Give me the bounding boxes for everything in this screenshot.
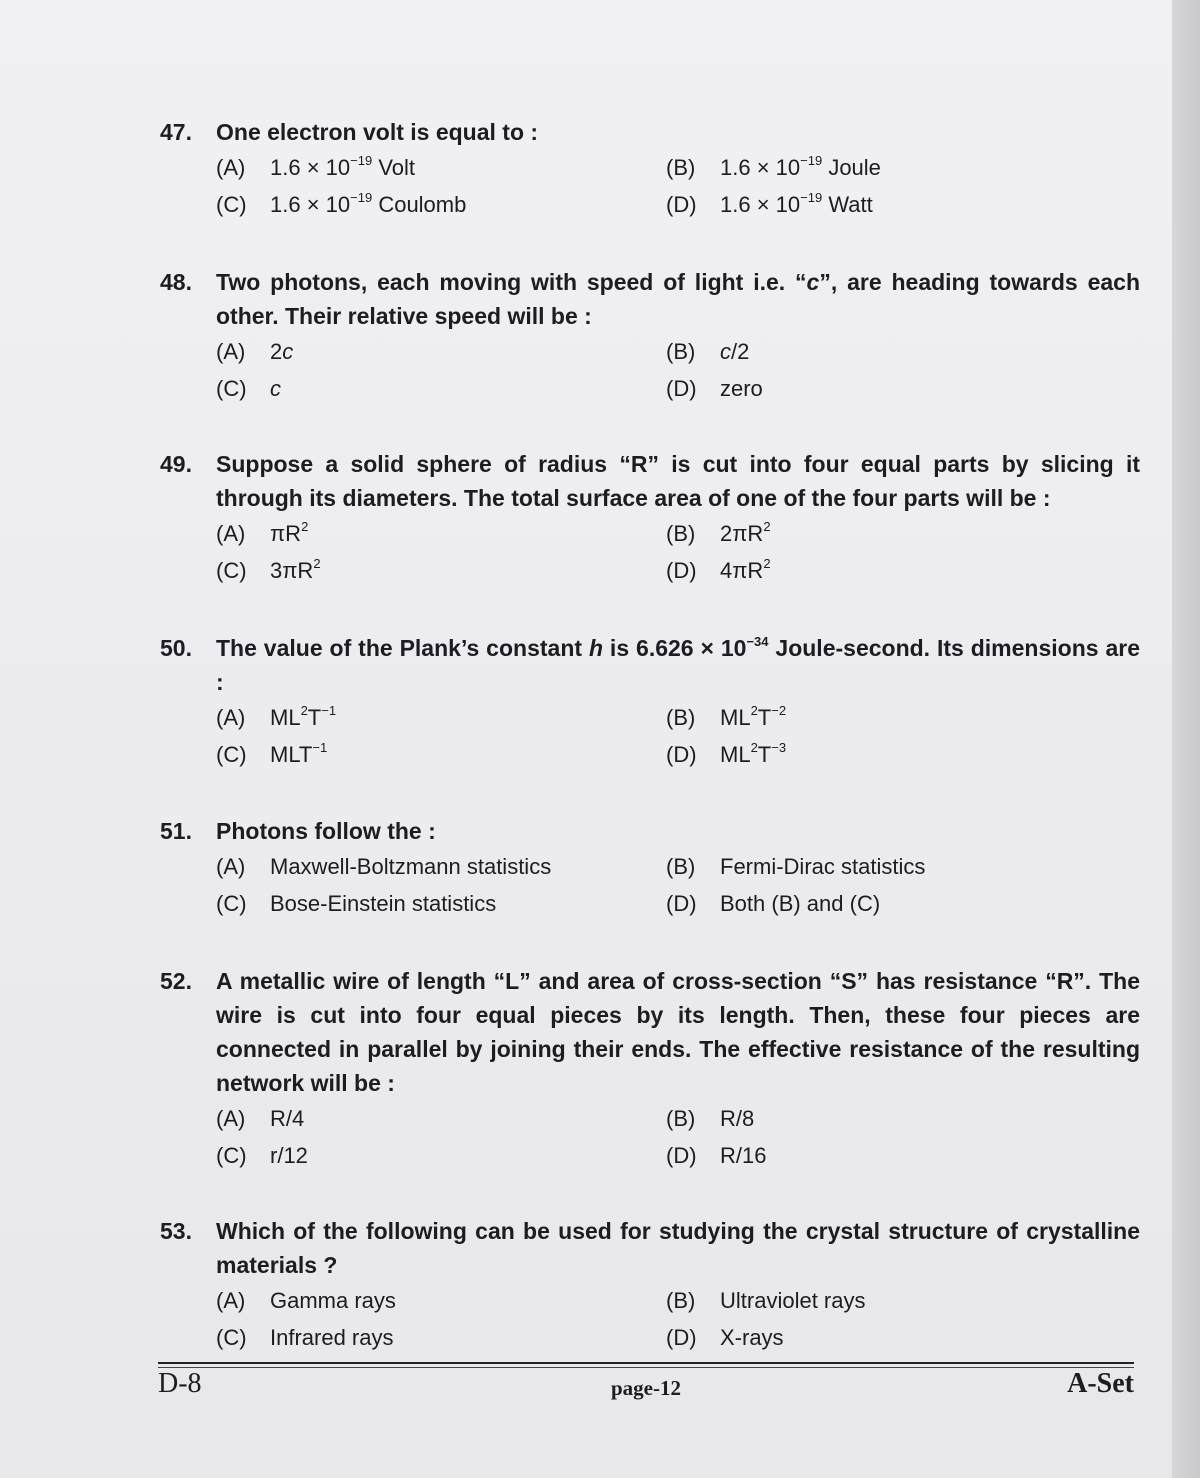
option-italic: c <box>720 339 731 364</box>
option-c <box>216 188 666 221</box>
option-exponent: −19 <box>350 190 373 205</box>
option-d <box>666 372 1116 405</box>
option-c <box>216 738 666 771</box>
option-b <box>666 701 1116 734</box>
option-label: (D) <box>666 558 697 583</box>
question-text: Which of the following can be used for studying the crystal structure of crystalline materials ? <box>216 1218 1140 1278</box>
option-text: /2 <box>731 339 750 364</box>
option-text: 1.6 × 10 <box>270 192 351 217</box>
option-c <box>216 554 666 587</box>
option-unit: Watt <box>822 192 873 217</box>
option-label: (D) <box>666 1143 697 1168</box>
option-label: (C) <box>216 376 247 401</box>
question-53 <box>160 1214 1140 1354</box>
option-label: (A) <box>216 854 246 879</box>
question-48 <box>160 265 1140 405</box>
option-text: Fermi-Dirac statistics <box>720 854 926 879</box>
option-text: Infrared rays <box>270 1325 394 1350</box>
option-exponent: 2 <box>301 519 309 534</box>
question-text: Two photons, each moving with speed of light i.e. “c”, are heading towards each other. Their relative speed will be : <box>216 269 1140 329</box>
footer-divider <box>158 1362 1134 1364</box>
option-label: (D) <box>666 192 697 217</box>
option-text: 1.6 × 10 <box>720 155 801 180</box>
question-51 <box>160 814 1140 920</box>
option-d <box>666 738 1116 771</box>
option-a <box>216 1284 666 1317</box>
footer-code: D-8 <box>158 1368 202 1399</box>
option-label: (B) <box>666 155 696 180</box>
question-52 <box>160 964 1140 1172</box>
option-label: (C) <box>216 742 247 767</box>
option-label: (B) <box>666 339 696 364</box>
option-a <box>216 151 666 184</box>
option-label: (A) <box>216 1288 246 1313</box>
option-text: 2 <box>270 339 283 364</box>
option-text: 4πR <box>720 558 764 583</box>
option-text: R/16 <box>720 1143 767 1168</box>
option-label: (C) <box>216 891 247 916</box>
option-d <box>666 1321 1116 1354</box>
option-b <box>666 335 1116 368</box>
option-label: (A) <box>216 1106 246 1131</box>
option-unit: Joule <box>822 155 881 180</box>
option-b <box>666 517 1116 550</box>
option-c <box>216 1321 666 1354</box>
option-exponent: −19 <box>800 190 823 205</box>
option-text: X-rays <box>720 1325 784 1350</box>
option-italic: c <box>270 376 281 401</box>
option-a <box>216 850 666 883</box>
option-text: Both (B) and (C) <box>720 891 881 916</box>
option-label: (B) <box>666 521 696 546</box>
option-label: (D) <box>666 376 697 401</box>
question-text: One electron volt is equal to : <box>216 119 539 145</box>
option-text: $ML^2T^{-2}$ <box>720 703 787 730</box>
option-text: zero <box>720 376 763 401</box>
option-label: (C) <box>216 558 247 583</box>
option-label: (A) <box>216 155 246 180</box>
option-text: Gamma rays <box>270 1288 396 1313</box>
question-text: Photons follow the : <box>216 818 436 844</box>
question-text: A metallic wire of length “L” and area of cross-section “S” has resistance “R”. The wire is cut into four equal pieces by its length. Then, these four pieces are connected in parallel by joining their ends. The effective resistance of the resulting network will be : <box>216 968 1140 1096</box>
option-exponent: 2 <box>763 519 771 534</box>
option-label: (D) <box>666 742 697 767</box>
option-text: $ML^2T^{-3}$ <box>720 740 787 767</box>
option-a <box>216 517 666 550</box>
option-b <box>666 850 1116 883</box>
option-label: (A) <box>216 339 246 364</box>
option-label: (C) <box>216 192 247 217</box>
question-number: 51. <box>160 818 192 844</box>
option-label: (C) <box>216 1325 247 1350</box>
question-number: 48. <box>160 269 192 295</box>
question-50 <box>160 631 1140 771</box>
footer-page-number: page-12 <box>611 1376 681 1400</box>
option-label: (B) <box>666 854 696 879</box>
option-unit: Coulomb <box>372 192 467 217</box>
option-text: $MLT^{-1}$ <box>270 740 328 767</box>
option-label: (B) <box>666 1288 696 1313</box>
question-number: 47. <box>160 119 192 145</box>
option-exponent: 2 <box>763 556 771 571</box>
question-text: Suppose a solid sphere of radius “R” is cut into four equal parts by slicing it through its diameters. The total surface area of one of the four parts will be : <box>216 451 1140 511</box>
option-a <box>216 701 666 734</box>
option-text: Bose-Einstein statistics <box>270 891 497 916</box>
question-number: 50. <box>160 635 192 661</box>
option-label: (C) <box>216 1143 247 1168</box>
option-d <box>666 188 1116 221</box>
question-text: The value of the Plank’s constant h is $6.626 \times 10^{-34}$ Joule-second. Its dimensions are : <box>216 634 1140 695</box>
option-label: (A) <box>216 705 246 730</box>
option-a <box>216 335 666 368</box>
option-d <box>666 554 1116 587</box>
option-c <box>216 1139 666 1172</box>
option-text: R/4 <box>270 1106 305 1131</box>
option-text: 1.6 × 10 <box>720 192 801 217</box>
option-text: 3πR <box>270 558 314 583</box>
page-footer <box>158 1368 1134 1408</box>
footer-set: A-Set <box>1067 1368 1134 1399</box>
option-b <box>666 151 1116 184</box>
question-49 <box>160 447 1140 587</box>
option-text: 2πR <box>720 521 764 546</box>
option-text: R/8 <box>720 1106 755 1131</box>
option-label: (B) <box>666 705 696 730</box>
option-d <box>666 887 1116 920</box>
option-c <box>216 887 666 920</box>
option-text: Ultraviolet rays <box>720 1288 866 1313</box>
question-47 <box>160 115 1140 221</box>
option-c <box>216 372 666 405</box>
option-d <box>666 1139 1116 1172</box>
question-number: 49. <box>160 451 192 477</box>
option-exponent: 2 <box>313 556 321 571</box>
option-exponent: −19 <box>350 153 373 168</box>
option-text: 1.6 × 10 <box>270 155 351 180</box>
question-number: 52. <box>160 968 192 994</box>
option-label: (B) <box>666 1106 696 1131</box>
page-edge <box>1172 0 1200 1478</box>
option-text: πR <box>270 521 302 546</box>
question-number: 53. <box>160 1218 192 1244</box>
option-unit: Volt <box>372 155 416 180</box>
option-label: (D) <box>666 1325 697 1350</box>
option-label: (D) <box>666 891 697 916</box>
option-label: (A) <box>216 521 246 546</box>
option-text: $ML^2T^{-1}$ <box>270 703 337 730</box>
option-a <box>216 1102 666 1135</box>
option-text: Maxwell-Boltzmann statistics <box>270 854 552 879</box>
option-exponent: −19 <box>800 153 823 168</box>
option-b <box>666 1284 1116 1317</box>
option-b <box>666 1102 1116 1135</box>
option-italic: c <box>282 339 294 364</box>
option-text: r/12 <box>270 1143 308 1168</box>
